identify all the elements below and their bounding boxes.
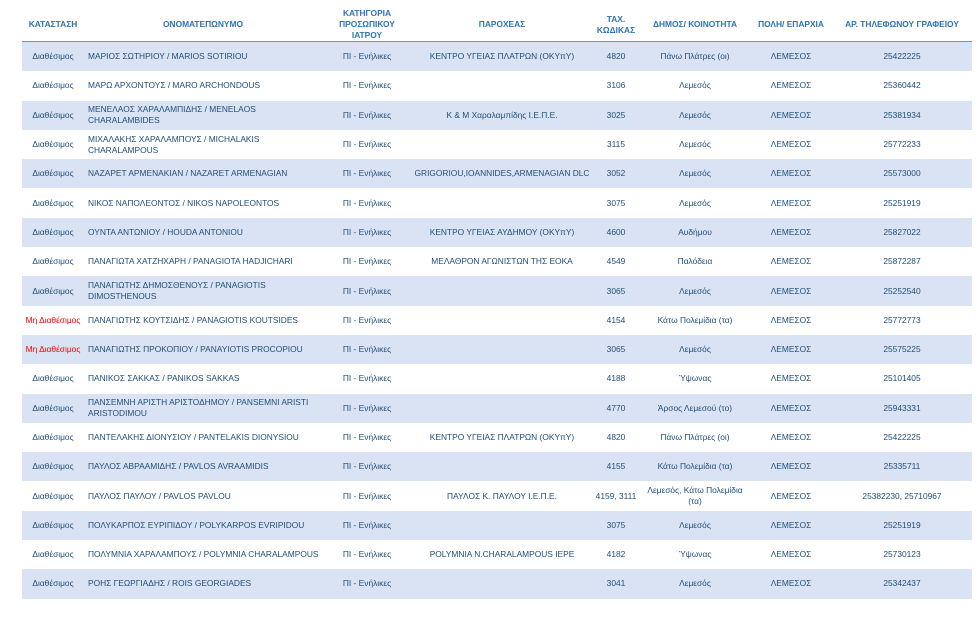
name-cell: ΠΑΥΛΟΣ ΠΑΥΛΟΥ / PAVLOS PAVLOU xyxy=(88,490,231,501)
provider-cell xyxy=(412,569,592,598)
category-cell: ΠΙ - Ενήλικες xyxy=(342,139,392,150)
municipality-cell: Πάνω Πλάτρες (οι) xyxy=(640,42,750,72)
table-row xyxy=(22,42,972,72)
status-cell: Διαθέσιμος xyxy=(22,159,84,188)
status-cell: Διαθέσιμος xyxy=(32,256,74,267)
table-row xyxy=(22,306,972,335)
municipality-cell: Πάνω Πλάτρες (οι) xyxy=(660,432,730,442)
provider-cell xyxy=(412,276,592,305)
name-cell: ΜΑΡΙΟΣ ΣΩΤΗΡΙΟΥ / MARIOS SOTIRIOU xyxy=(84,42,322,72)
municipality-cell: Κάτω Πολεμίδια (τα) xyxy=(657,314,733,325)
name-cell: ΠΑΝΤΕΛΑΚΗΣ ΔΙΟΝΥΣΙΟΥ / PANTELAKIS DIONYSIOU xyxy=(88,432,299,442)
status-cell: Διαθέσιμος xyxy=(22,511,84,540)
municipality-cell: Παλόδεια xyxy=(677,256,713,267)
municipality-cell: Λεμεσός xyxy=(640,159,750,188)
postcode-cell: 3065 xyxy=(592,276,640,305)
name-cell: ΠΑΝΑΓΙΩΤΗΣ ΔΗΜΟΣΘΕΝΟΥΣ / PANAGIOTIS DIMOSTHENOUS xyxy=(84,276,322,305)
table-row xyxy=(22,130,972,159)
header-category: ΚΑΤΗΓΟΡΙΑ ΠΡΟΣΩΠΙΚΟΥ ΙΑΤΡΟΥ xyxy=(322,8,412,42)
municipality-cell: Λεμεσός xyxy=(679,139,711,150)
status-cell: Διαθέσιμος xyxy=(22,569,84,598)
municipality-cell: Λεμεσός xyxy=(679,197,711,208)
municipality-cell: Λεμεσός xyxy=(640,335,750,364)
table-row xyxy=(22,71,972,100)
doctors-table-container xyxy=(22,8,972,599)
header-postcode: ΤΑΧ. ΚΩΔΙΚΑΣ xyxy=(592,8,640,42)
postcode-cell: 4820 xyxy=(606,432,626,442)
provider-cell xyxy=(412,71,592,100)
city-cell: ΛΕΜΕΣΟΣ xyxy=(750,159,832,188)
name-cell: ΜΕΝΕΛΑΟΣ ΧΑΡΑΛΑΜΠΙΔΗΣ / MENELAOS CHARALAMBIDES xyxy=(84,101,322,130)
status-cell: Διαθέσιμος xyxy=(22,42,84,72)
status-cell: Διαθέσιμος xyxy=(22,101,84,130)
name-cell: ΠΟΛΥΜΝΙΑ ΧΑΡΑΛΑΜΠΟΥΣ / POLYMNIA CHARALAMPOUS xyxy=(88,549,319,560)
status-cell: Διαθέσιμος xyxy=(32,549,74,560)
postcode-cell: 4182 xyxy=(606,549,626,560)
table-row xyxy=(22,276,972,305)
category-cell: ΠΙ - Ενήλικες xyxy=(342,432,392,442)
municipality-cell: Άρσος Λεμεσού (το) xyxy=(640,394,750,423)
city-cell: ΛΕΜΕΣΟΣ xyxy=(750,42,832,72)
city-cell: ΛΕΜΕΣΟΣ xyxy=(770,80,812,91)
phone-cell: 25251919 xyxy=(832,511,972,540)
postcode-cell: 3106 xyxy=(606,80,626,91)
name-cell: ΜΙΧΑΛΑΚΗΣ ΧΑΡΑΛΑΜΠΟΥΣ / MICHALAKIS CHARALAMPOUS xyxy=(88,133,260,155)
category-cell: ΠΙ - Ενήλικες xyxy=(322,394,412,423)
phone-cell: 25360442 xyxy=(883,80,921,91)
city-cell: ΛΕΜΕΣΟΣ xyxy=(750,569,832,598)
city-cell: ΛΕΜΕΣΟΣ xyxy=(750,335,832,364)
category-cell: ΠΙ - Ενήλικες xyxy=(322,452,412,481)
phone-cell: 25422225 xyxy=(883,432,921,442)
postcode-cell: 4600 xyxy=(592,218,640,247)
name-cell: ΠΑΥΛΟΣ ΑΒΡΑΑΜΙΔΗΣ / PAVLOS AVRAAMIDIS xyxy=(84,452,322,481)
phone-cell: 25381934 xyxy=(832,101,972,130)
postcode-cell: 4549 xyxy=(606,256,626,267)
table-row xyxy=(22,335,972,364)
table-row xyxy=(22,218,972,247)
category-cell: ΠΙ - Ενήλικες xyxy=(322,101,412,130)
postcode-cell: 4155 xyxy=(592,452,640,481)
status-cell: Διαθέσιμος xyxy=(32,373,74,384)
name-cell: ΡΟΗΣ ΓΕΩΡΓΙΑΔΗΣ / ROIS GEORGIADES xyxy=(84,569,322,598)
city-cell: ΛΕΜΕΣΟΣ xyxy=(750,511,832,540)
category-cell: ΠΙ - Ενήλικες xyxy=(342,490,392,501)
category-cell: ΠΙ - Ενήλικες xyxy=(342,549,392,560)
provider-cell xyxy=(412,364,592,393)
phone-cell: 25382230, 25710967 xyxy=(862,490,942,501)
city-cell: ΛΕΜΕΣΟΣ xyxy=(770,490,812,501)
city-cell: ΛΕΜΕΣΟΣ xyxy=(770,373,812,384)
municipality-cell: Λεμεσός xyxy=(640,569,750,598)
phone-cell: 25342437 xyxy=(832,569,972,598)
table-row xyxy=(22,452,972,481)
name-cell: ΠΑΝΑΓΙΩΤΗΣ ΠΡΟΚΟΠΙΟΥ / PANAYIOTIS PROCOPIOU xyxy=(84,335,322,364)
provider-cell xyxy=(412,130,592,159)
provider-cell: ΠΑΥΛΟΣ Κ. ΠΑΥΛΟΥ Ι.Ε.Π.Ε. xyxy=(447,490,557,501)
postcode-cell: 4188 xyxy=(606,373,626,384)
category-cell: ΠΙ - Ενήλικες xyxy=(322,218,412,247)
category-cell: ΠΙ - Ενήλικες xyxy=(322,335,412,364)
header-phone: ΑΡ. ΤΗΛΕΦΩΝΟΥ ΓΡΑΦΕΙΟΥ xyxy=(832,8,972,42)
status-cell: Διαθέσιμος xyxy=(32,139,74,150)
table-row xyxy=(22,394,972,423)
phone-cell: 25335711 xyxy=(832,452,972,481)
name-cell: ΠΑΝΑΓΙΩΤΗΣ ΚΟΥΤΣΙΔΗΣ / PANAGIOTIS KOUTSIDES xyxy=(88,314,299,325)
name-cell: ΝΑΖΑΡΕΤ ΑΡΜΕΝΑΚΙΑΝ / NAZARET ARMENAGIAN xyxy=(84,159,322,188)
postcode-cell: 4159, 3111 xyxy=(595,490,637,501)
city-cell: ΛΕΜΕΣΟΣ xyxy=(770,549,812,560)
category-cell: ΠΙ - Ενήλικες xyxy=(322,42,412,72)
name-cell: ΠΑΝΣΕΜΝΗ ΑΡΙΣΤΗ ΑΡΙΣΤΟΔΗΜΟΥ / PANSEMNI ARISTI ARISTODIMOU xyxy=(84,394,322,423)
provider-cell xyxy=(412,335,592,364)
header-city: ΠΟΛΗ/ ΕΠΑΡΧΙΑ xyxy=(750,8,832,42)
table-row xyxy=(22,101,972,130)
provider-cell: ΚΕΝΤΡΟ ΥΓΕΙΑΣ ΠΛΑΤΡΩΝ (ΟΚΥπΥ) xyxy=(412,42,592,72)
postcode-cell: 4820 xyxy=(592,42,640,72)
category-cell: ΠΙ - Ενήλικες xyxy=(342,80,392,91)
header-municipality: ΔΗΜΟΣ/ ΚΟΙΝΟΤΗΤΑ xyxy=(640,8,750,42)
postcode-cell: 3065 xyxy=(592,335,640,364)
category-cell: ΠΙ - Ενήλικες xyxy=(342,256,392,267)
status-cell: Μη Διαθέσιμος xyxy=(25,314,81,325)
table-row xyxy=(22,511,972,540)
city-cell: ΛΕΜΕΣΟΣ xyxy=(750,101,832,130)
header-provider: ΠΑΡΟΧΕΑΣ xyxy=(412,8,592,42)
phone-cell: 25872287 xyxy=(883,256,921,267)
provider-cell: ΜΕΛΑΘΡΟΝ ΑΓΩΝΙΣΤΩΝ ΤΗΣ ΕΟΚΑ xyxy=(431,256,573,267)
table-row xyxy=(22,569,972,598)
status-cell: Διαθέσιμος xyxy=(32,432,74,442)
header-status: ΚΑΤΑΣΤΑΣΗ xyxy=(22,8,84,42)
phone-cell: 25827022 xyxy=(832,218,972,247)
provider-cell xyxy=(412,188,592,217)
status-cell: Διαθέσιμος xyxy=(32,197,74,208)
provider-cell: ΚΕΝΤΡΟ ΥΓΕΙΑΣ ΑΥΔΗΜΟΥ (ΟΚΥπΥ) xyxy=(412,218,592,247)
postcode-cell: 3115 xyxy=(606,139,625,150)
phone-cell: 25772233 xyxy=(883,139,921,150)
phone-cell: 25101405 xyxy=(883,373,921,384)
table-row xyxy=(22,540,972,569)
municipality-cell: Ύψωνας xyxy=(678,549,712,560)
municipality-cell: Λεμεσός xyxy=(640,101,750,130)
phone-cell: 25251919 xyxy=(883,197,921,208)
city-cell: ΛΕΜΕΣΟΣ xyxy=(750,218,832,247)
header-name: ΟΝΟΜΑΤΕΠΩΝΥΜΟ xyxy=(84,8,322,42)
postcode-cell: 3075 xyxy=(592,511,640,540)
name-cell: ΜΑΡΩ ΑΡΧΟΝΤΟΥΣ / MARO ARCHONDOUS xyxy=(88,80,261,91)
table-row xyxy=(22,159,972,188)
city-cell: ΛΕΜΕΣΟΣ xyxy=(750,276,832,305)
name-cell: ΠΟΛΥΚΑΡΠΟΣ ΕΥΡΙΠΙΔΟΥ / POLYKARPOS EVRIPIDOU xyxy=(84,511,322,540)
postcode-cell: 4154 xyxy=(606,314,626,325)
postcode-cell: 3052 xyxy=(592,159,640,188)
municipality-cell: Λεμεσός xyxy=(679,80,711,91)
provider-cell: POLYMNIA N.CHARALAMPOUS IEPE xyxy=(429,549,575,560)
status-cell: Διαθέσιμος xyxy=(32,80,74,91)
table-row xyxy=(22,423,972,452)
name-cell: ΟΥΝΤΑ ΑΝΤΩΝΙΟΥ / HOUDA ANTONIOU xyxy=(84,218,322,247)
provider-cell xyxy=(412,452,592,481)
name-cell: ΠΑΝΑΓΙΩΤΑ ΧΑΤΖΗΧΑΡΗ / PANAGIOTA HADJICHARI xyxy=(88,256,293,267)
table-row xyxy=(22,188,972,217)
city-cell: ΛΕΜΕΣΟΣ xyxy=(770,139,812,150)
city-cell: ΛΕΜΕΣΟΣ xyxy=(770,314,812,325)
status-cell: Διαθέσιμος xyxy=(32,490,74,501)
provider-cell xyxy=(412,306,592,335)
postcode-cell: 4770 xyxy=(592,394,640,423)
category-cell: ΠΙ - Ενήλικες xyxy=(322,511,412,540)
provider-cell: ΚΕΝΤΡΟ ΥΓΕΙΑΣ ΠΛΑΤΡΩΝ (ΟΚΥπΥ) xyxy=(429,432,575,442)
city-cell: ΛΕΜΕΣΟΣ xyxy=(770,256,812,267)
name-cell: ΝΙΚΟΣ ΝΑΠΟΛΕΟΝΤΟΣ / NIKOS NAPOLEONTOS xyxy=(88,197,280,208)
postcode-cell: 3025 xyxy=(592,101,640,130)
status-cell: Διαθέσιμος xyxy=(22,394,84,423)
city-cell: ΛΕΜΕΣΟΣ xyxy=(750,452,832,481)
municipality-cell: Κάτω Πολεμίδια (τα) xyxy=(640,452,750,481)
city-cell: ΛΕΜΕΣΟΣ xyxy=(750,394,832,423)
municipality-cell: Αυδήμου xyxy=(640,218,750,247)
city-cell: ΛΕΜΕΣΟΣ xyxy=(770,432,812,442)
table-row xyxy=(22,247,972,276)
status-cell: Διαθέσιμος xyxy=(22,276,84,305)
provider-cell xyxy=(412,511,592,540)
provider-cell: GRIGORIOU,IOANNIDES,ARMENAGIAN DLC xyxy=(412,159,592,188)
table-header-row xyxy=(22,8,972,42)
table-row xyxy=(22,481,972,510)
category-cell: ΠΙ - Ενήλικες xyxy=(322,159,412,188)
postcode-cell: 3075 xyxy=(606,197,626,208)
category-cell: ΠΙ - Ενήλικες xyxy=(342,373,392,384)
municipality-cell: Λεμεσός, Κάτω Πολεμίδια (τα) xyxy=(647,485,743,507)
municipality-cell: Λεμεσός xyxy=(640,276,750,305)
phone-cell: 25730123 xyxy=(883,549,921,560)
provider-cell xyxy=(412,394,592,423)
category-cell: ΠΙ - Ενήλικες xyxy=(322,569,412,598)
municipality-cell: Λεμεσός xyxy=(640,511,750,540)
phone-cell: 25252540 xyxy=(832,276,972,305)
provider-cell: Κ & Μ Χαραλαμπίδης Ι.Ε.Π.Ε. xyxy=(412,101,592,130)
doctors-table xyxy=(22,8,972,599)
phone-cell: 25575225 xyxy=(832,335,972,364)
category-cell: ΠΙ - Ενήλικες xyxy=(342,197,392,208)
category-cell: ΠΙ - Ενήλικες xyxy=(342,314,392,325)
status-cell: Διαθέσιμος xyxy=(22,452,84,481)
status-cell: Μη Διαθέσιμος xyxy=(22,335,84,364)
city-cell: ΛΕΜΕΣΟΣ xyxy=(770,197,812,208)
phone-cell: 25772773 xyxy=(883,314,921,325)
postcode-cell: 3041 xyxy=(592,569,640,598)
phone-cell: 25943331 xyxy=(832,394,972,423)
name-cell: ΠΑΝΙΚΟΣ ΣΑΚΚΑΣ / PANIKOS SAKKAS xyxy=(88,373,240,384)
phone-cell: 25573000 xyxy=(832,159,972,188)
phone-cell: 25422225 xyxy=(832,42,972,72)
category-cell: ΠΙ - Ενήλικες xyxy=(322,276,412,305)
table-row xyxy=(22,364,972,393)
status-cell: Διαθέσιμος xyxy=(22,218,84,247)
municipality-cell: Ύψωνας xyxy=(678,373,712,384)
